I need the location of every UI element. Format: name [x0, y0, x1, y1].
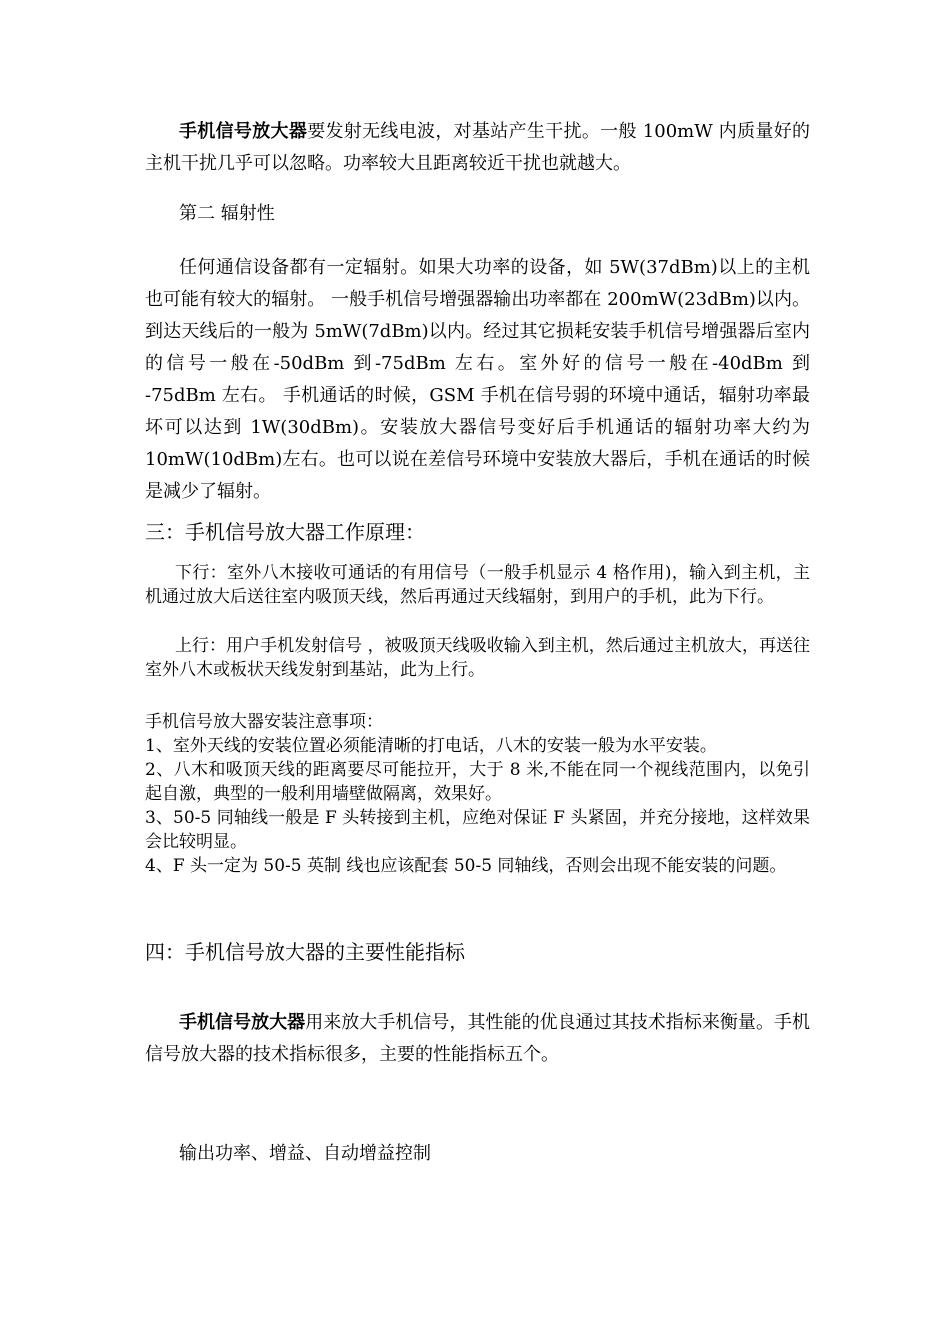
installation-notes-list	[145, 734, 810, 878]
output-power-heading: 输出功率、增益、自动增益控制	[179, 1143, 431, 1164]
amplifier-term-bold: 手机信号放大器	[179, 121, 308, 142]
amplifier-term-bold: 手机信号放大器	[179, 1012, 306, 1033]
uplink-paragraph: 上行：用户手机发射信号 ，被吸顶天线吸收输入到主机，然后通过主机放大，再送往室外八木或板状天线发射到基站，此为上行。	[145, 636, 810, 680]
performance-paragraph	[145, 1007, 810, 1071]
interference-text: 要发射无线电波，对基站产生干扰。一般 100mW 内质量好的主机干扰几乎可以忽略。功率较大且距离较近干扰也就越大。	[145, 121, 811, 174]
radiation-heading: 第二 辐射性	[179, 203, 275, 224]
downlink-paragraph: 下行：室外八木接收可通话的有用信号（一般手机显示 4 格作用)，输入到主机，主机通过放大后送往室内吸顶天线，然后再通过天线辐射，到用户的手机，此为下行。	[145, 563, 810, 607]
note-item-1: 1、室外天线的安装位置必须能清晰的打电话，八木的安装一般为水平安装。	[145, 736, 717, 756]
note-item-3: 3、50-5 同轴线一般是 F 头转接到主机，应绝对保证 F 头紧固，并充分接地，这样效果会比较明显。	[145, 808, 810, 852]
interference-paragraph	[145, 116, 810, 180]
installation-notes-title: 手机信号放大器安装注意事项：	[145, 712, 383, 732]
note-item-2: 2、八木和吸顶天线的距离要尽可能拉开，大于 8 米,不能在同一个视线范围内，以免引起自激，典型的一般利用墙壁做隔离，效果好。	[145, 760, 810, 804]
performance-text: 用来放大手机信号，其性能的优良通过其技术指标来衡量。手机信号放大器的技术指标很多，主要的性能指标五个。	[145, 1012, 811, 1065]
performance-heading: 四：手机信号放大器的主要性能指标	[145, 940, 465, 964]
note-item-4: 4、F 头一定为 50-5 英制 线也应该配套 50-5 同轴线，否则会出现不能安装的问题。	[145, 856, 787, 876]
working-principle-heading: 三：手机信号放大器工作原理：	[145, 520, 425, 544]
radiation-paragraph: 任何通信设备都有一定辐射。如果大功率的设备，如 5W(37dBm)以上的主机也可能有较大的辐射。 一般手机信号增强器输出功率都在 200mW(23dBm)以内。到达天线后的一般为 5mW(7dBm)以内。经过其它损耗安装手机信号增强器后室内的信号一般在-50dBm 到-75dBm 左右。室外好的信号一般在-40dBm 到 -75dBm 左右。 手机通话的时候，GSM 手机在信号弱的环境中通话，辐射功率最坏可以达到 1W(30dBm)。安装放大器信号变好后手机通话的辐射功率大约为 10mW(10dBm)左右。也可以说在差信号环境中安装放大器后，手机在通话的时候是减少了辐射。	[145, 257, 810, 502]
